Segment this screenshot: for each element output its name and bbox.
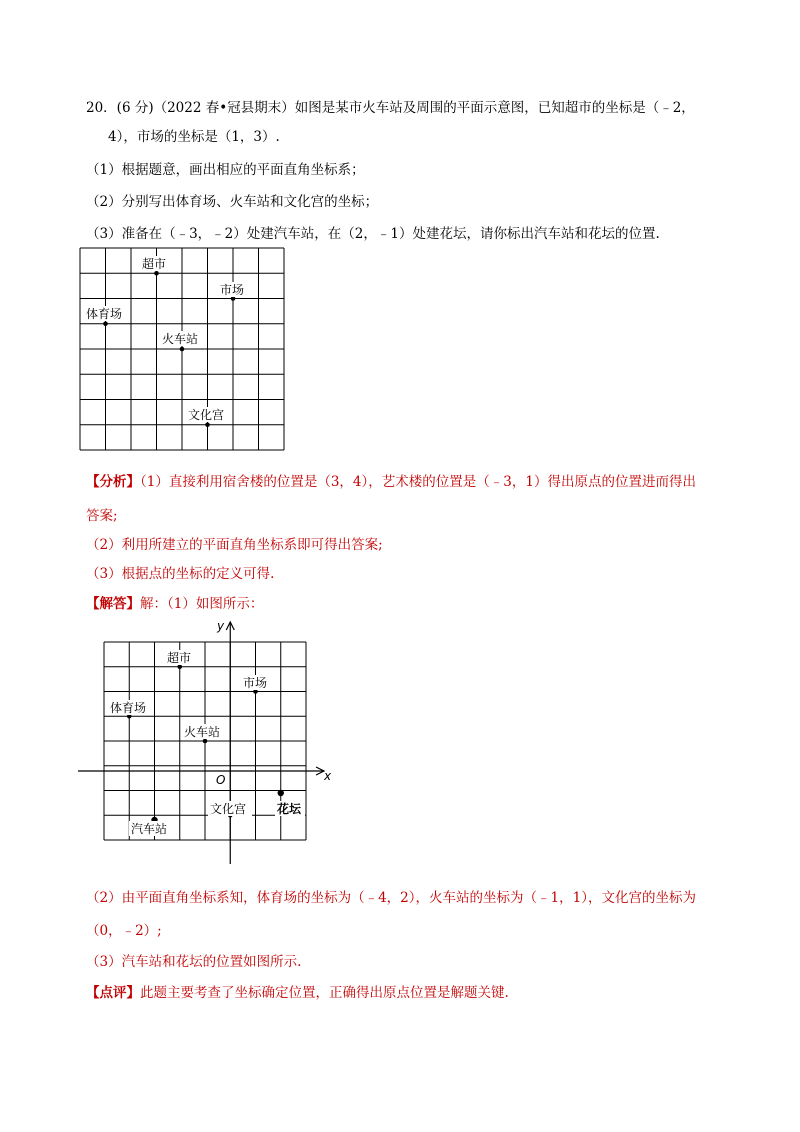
label-station: 火车站 xyxy=(162,332,199,346)
label-station-2: 火车站 xyxy=(184,725,221,739)
comment-text: 此题主要考查了坐标确定位置，正确得出原点位置是解题关键. xyxy=(140,985,509,1001)
analysis-line-3: （2）利用所建立的平面直角坐标系即可得出答案; xyxy=(86,537,383,553)
question-line-2: 4），市场的坐标是（1，3）. xyxy=(108,129,280,145)
solution-line-2b: （0，﹣2）; xyxy=(86,923,162,939)
solution-line-2a: （2）由平面直角坐标系知，体育场的坐标为（﹣4，2），火车站的坐标为（﹣1，1），文化宫的坐标为 xyxy=(86,890,696,906)
question-part-2: （2）分别写出体育场、火车站和文化宫的坐标； xyxy=(86,194,379,210)
analysis-line-1 xyxy=(86,472,696,492)
label-garden: 花坛 xyxy=(277,802,302,816)
label-bus-station: 汽车站 xyxy=(131,822,168,836)
label-culture: 文化宫 xyxy=(188,408,225,422)
culture-point xyxy=(205,422,210,427)
supermarket-point xyxy=(154,271,159,276)
y-axis-label: y xyxy=(217,619,225,633)
label-culture-2: 文化宫 xyxy=(210,802,247,816)
solution-line-1 xyxy=(86,594,263,614)
question-part-1: （1）根据题意，画出相应的平面直角坐标系； xyxy=(86,162,365,178)
question-line-1: 20．(6 分)（2022 春•冠县期末）如图是某市火车站及周围的平面示意图，已知超市的坐标是（﹣2， xyxy=(86,100,695,116)
label-stadium-2: 体育场 xyxy=(110,701,147,715)
comment-tag: 【点评】 xyxy=(86,985,140,1001)
solution-tag: 【解答】 xyxy=(86,596,140,612)
origin-label: O xyxy=(216,773,226,787)
analysis-text-1: （1）直接利用宿舍楼的位置是（3，4），艺术楼的位置是（﹣3，1）得出原点的位置进而得出 xyxy=(140,474,696,490)
solution-intro: 解：（1）如图所示： xyxy=(140,596,264,612)
question-part-3: （3）准备在（﹣3，﹣2）处建汽车站，在（2，﹣1）处建花坛，请你标出汽车站和花坛的位置. xyxy=(86,226,660,242)
label-supermarket-2: 超市 xyxy=(167,651,192,665)
figure-grid-2 xyxy=(76,614,338,866)
label-stadium: 体育场 xyxy=(86,307,123,321)
x-axis-label: x xyxy=(324,769,332,783)
analysis-line-4: （3）根据点的坐标的定义可得. xyxy=(86,566,275,582)
label-market: 市场 xyxy=(220,283,245,297)
garden-point xyxy=(278,790,284,796)
solution-line-3: （3）汽车站和花坛的位置如图所示. xyxy=(86,954,302,970)
supermarket-point-2 xyxy=(177,664,182,669)
label-market-2: 市场 xyxy=(243,676,268,690)
stadium-point xyxy=(103,321,108,326)
comment-line xyxy=(86,983,509,1003)
station-point xyxy=(180,347,185,352)
analysis-tag: 【分析】 xyxy=(86,474,140,490)
station-point-2 xyxy=(203,739,208,744)
analysis-line-2: 答案; xyxy=(86,508,118,524)
label-supermarket: 超市 xyxy=(142,257,167,271)
figure-grid-1 xyxy=(78,246,288,452)
